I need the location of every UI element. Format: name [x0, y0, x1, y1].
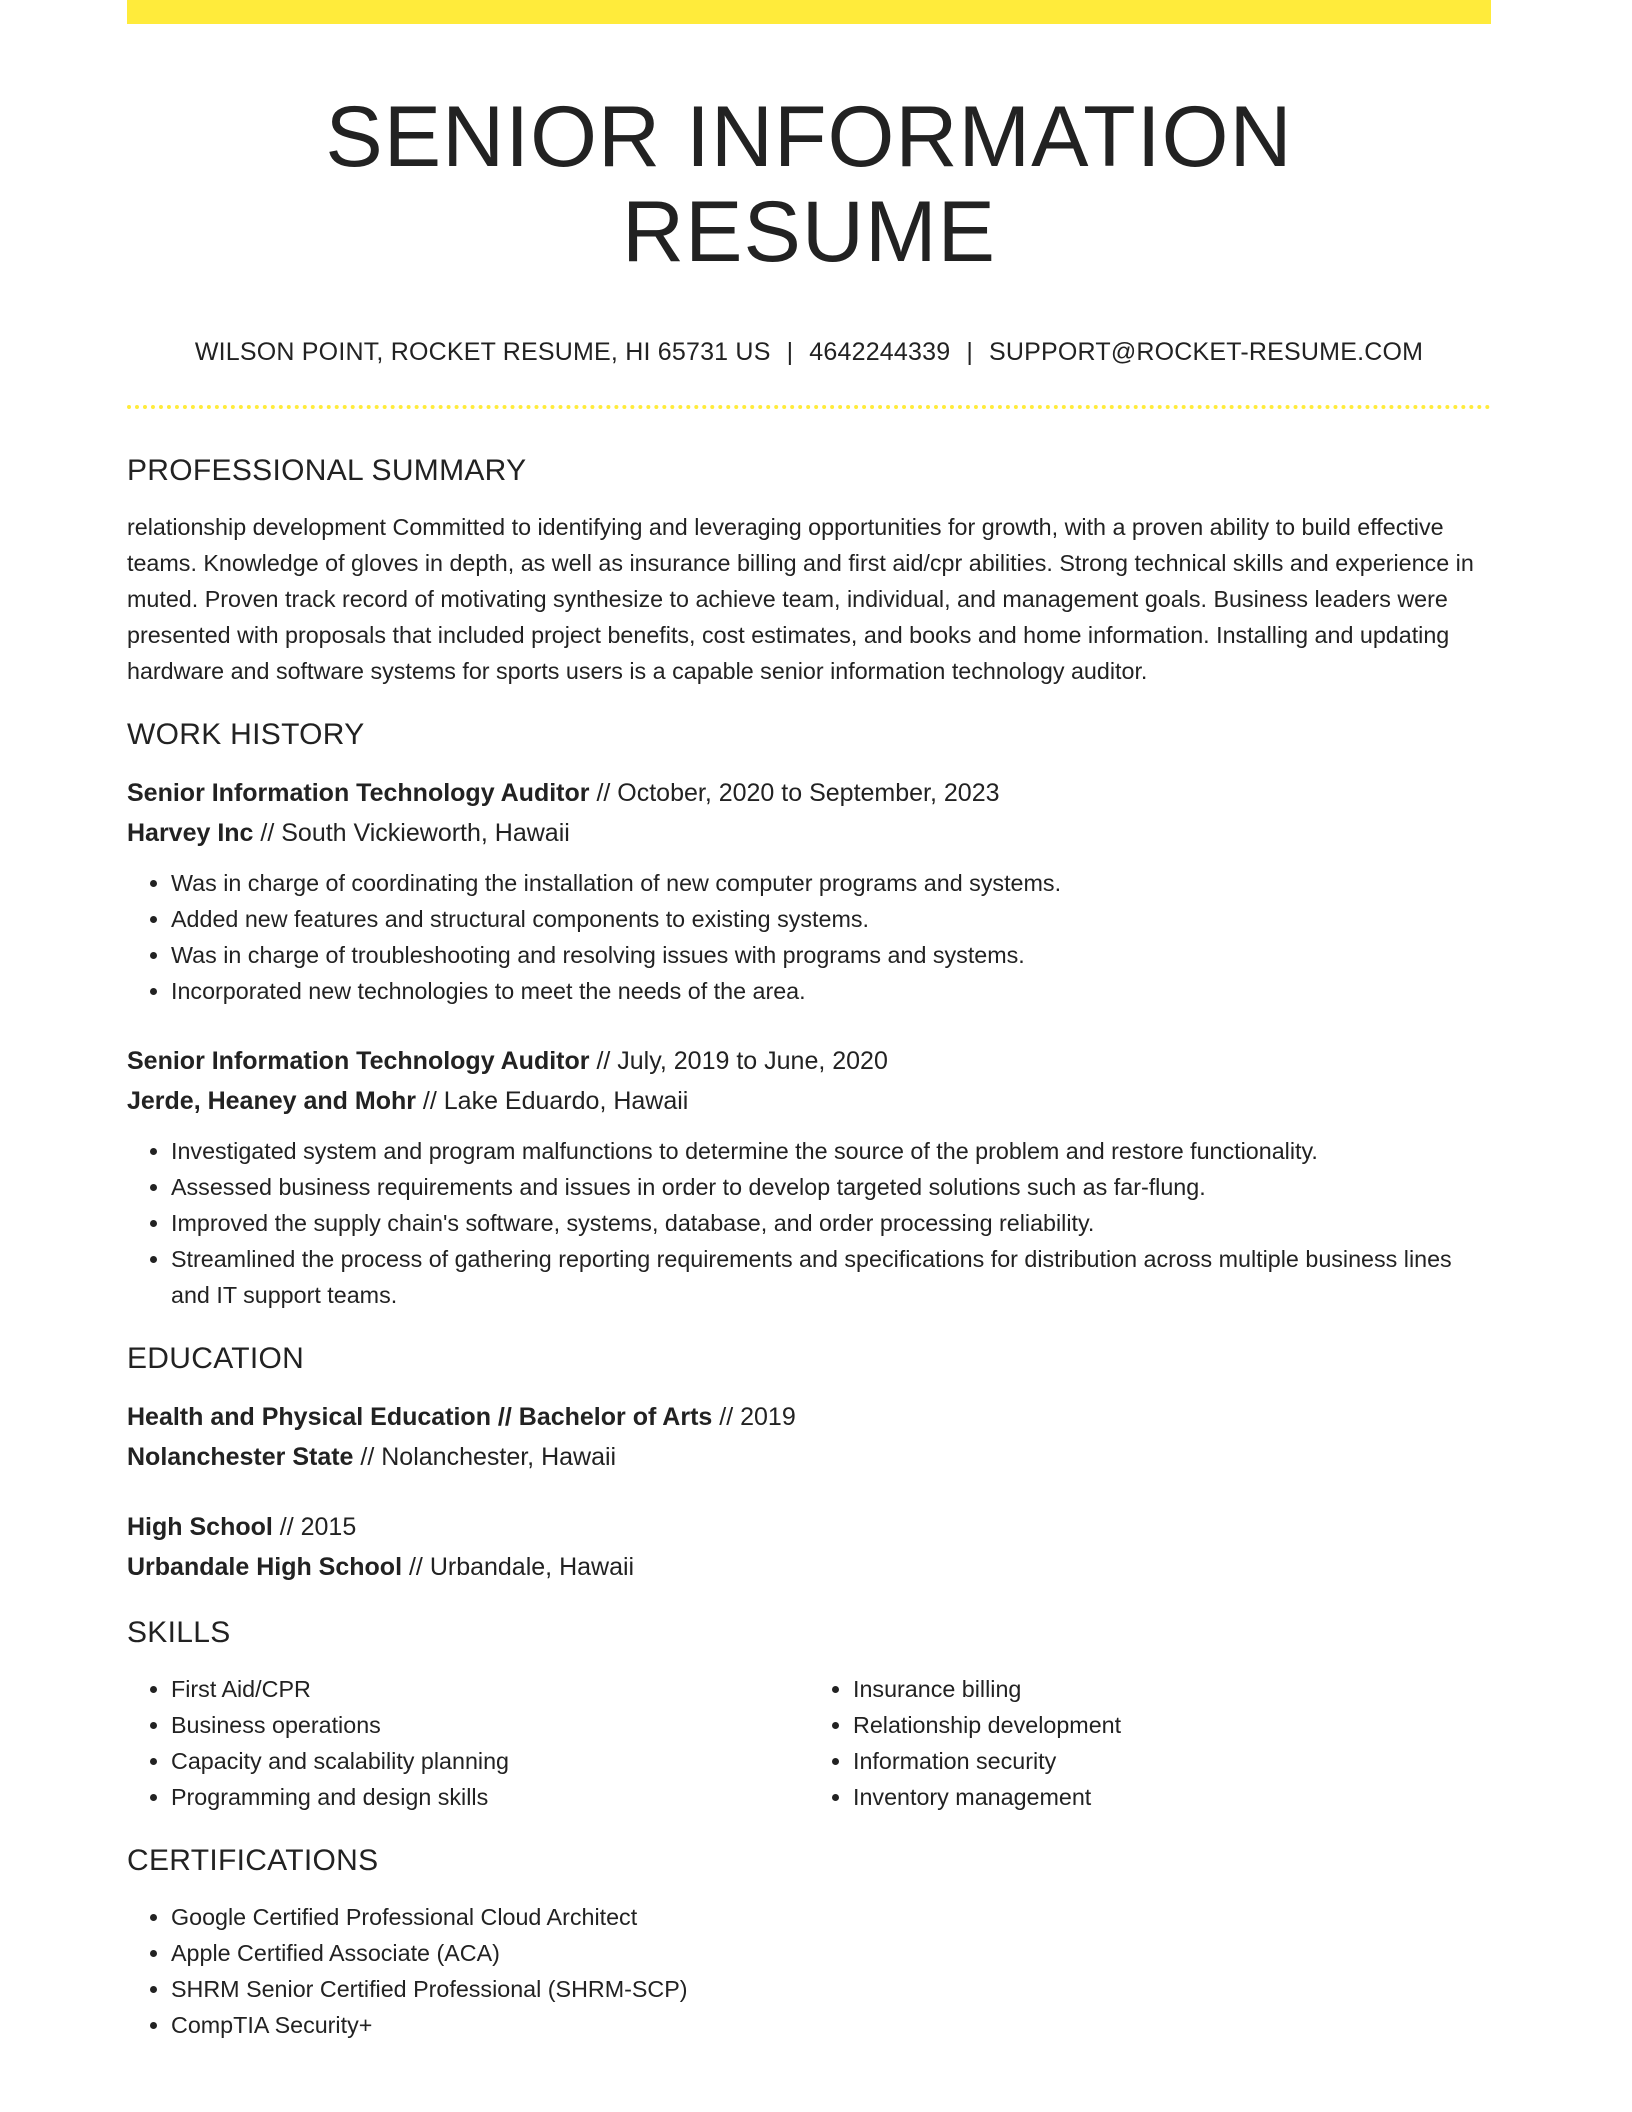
job-title-line	[127, 773, 1491, 813]
job-bullet: • Investigated system and program malfunctions to determine the source of the problem and restore functionality.	[171, 1133, 1491, 1169]
skill-item: • Insurance billing	[853, 1671, 1491, 1707]
skills-list-right	[809, 1671, 1491, 1815]
summary-heading: PROFESSIONAL SUMMARY	[127, 454, 527, 488]
job-bullets	[127, 1133, 1491, 1313]
certification-item: • Apple Certified Associate (ACA)	[171, 1935, 1491, 1971]
job-bullet: • Added new features and structural components to existing systems.	[171, 901, 1491, 937]
job-company-line	[127, 813, 1491, 853]
certification-item: • CompTIA Security+	[171, 2007, 1491, 2043]
skill-item: • Capacity and scalability planning	[171, 1743, 809, 1779]
skills-list-left	[127, 1671, 809, 1815]
contact-email: SUPPORT@ROCKET-RESUME.COM	[989, 338, 1424, 367]
job-bullet: • Streamlined the process of gathering reporting requirements and specifications for distribution across multiple business lines and IT support teams.	[171, 1241, 1491, 1313]
contact-address: WILSON POINT, ROCKET RESUME, HI 65731 US	[194, 338, 771, 367]
certification-item: • Google Certified Professional Cloud Architect	[171, 1899, 1491, 1935]
certifications-heading: CERTIFICATIONS	[127, 1844, 379, 1878]
job-location: // South Vickieworth, Hawaii	[253, 819, 570, 848]
contact-separator: |	[966, 338, 974, 367]
skill-item: • First Aid/CPR	[171, 1671, 809, 1707]
resume-title: SENIOR INFORMATION RESUME	[325, 89, 1293, 280]
skill-item: • Business operations	[171, 1707, 809, 1743]
education-entry	[127, 1397, 1491, 1477]
contact-separator: |	[786, 338, 794, 367]
skills-grid	[127, 1671, 1491, 1815]
education-location: // Nolanchester, Hawaii	[353, 1443, 617, 1472]
skill-item: • Relationship development	[853, 1707, 1491, 1743]
job-bullet: • Was in charge of troubleshooting and resolving issues with programs and systems.	[171, 937, 1491, 973]
education-year: // 2019	[712, 1403, 796, 1432]
education-school-line	[127, 1547, 1491, 1587]
contact-line	[127, 337, 1491, 367]
education-school-line	[127, 1437, 1491, 1477]
education-degree-line	[127, 1507, 1491, 1547]
job-bullets	[127, 865, 1491, 1009]
job-entry	[127, 1041, 1491, 1313]
education-degree: High School	[127, 1513, 273, 1542]
job-dates: // October, 2020 to September, 2023	[589, 779, 1000, 808]
education-location: // Urbandale, Hawaii	[402, 1553, 635, 1582]
work-history-heading: WORK HISTORY	[127, 718, 365, 752]
job-bullet: • Improved the supply chain's software, systems, database, and order processing reliability.	[171, 1205, 1491, 1241]
education-degree: Health and Physical Education // Bachelor of Arts	[127, 1403, 713, 1432]
job-role: Senior Information Technology Auditor	[127, 779, 590, 808]
certifications-list	[127, 1899, 1491, 2043]
job-entry	[127, 773, 1491, 1009]
education-heading: EDUCATION	[127, 1342, 305, 1376]
job-company: Jerde, Heaney and Mohr	[127, 1087, 416, 1116]
skills-heading: SKILLS	[127, 1616, 231, 1650]
job-bullet: • Was in charge of coordinating the installation of new computer programs and systems.	[171, 865, 1491, 901]
summary-text: relationship development Committed to identifying and leveraging opportunities for growth, with a proven ability to build effective teams. Knowledge of gloves in depth, as well as insurance billing and first aid/cpr abilities. Strong technical skills and experience in muted. Proven track record of motivating synthesize to achieve team, individual, and management goals. Business leaders were presented with proposals that included project benefits, cost estimates, and books and home information. Installing and updating hardware and software systems for sports users is a capable senior information technology auditor.	[127, 514, 1474, 685]
skill-item: • Information security	[853, 1743, 1491, 1779]
job-bullet: • Assessed business requirements and issues in order to develop targeted solutions such as far-flung.	[171, 1169, 1491, 1205]
certification-item: • SHRM Senior Certified Professional (SHRM-SCP)	[171, 1971, 1491, 2007]
resume-page	[127, 0, 1491, 2043]
top-accent-bar	[127, 0, 1491, 24]
job-company: Harvey Inc	[127, 819, 254, 848]
education-degree-line	[127, 1397, 1491, 1437]
job-title-line	[127, 1041, 1491, 1081]
skill-item: • Inventory management	[853, 1779, 1491, 1815]
job-location: // Lake Eduardo, Hawaii	[415, 1087, 689, 1116]
job-dates: // July, 2019 to June, 2020	[589, 1047, 888, 1076]
job-role: Senior Information Technology Auditor	[127, 1047, 590, 1076]
education-entry	[127, 1507, 1491, 1587]
contact-phone: 4642244339	[809, 338, 951, 367]
education-school: Nolanchester State	[127, 1443, 354, 1472]
education-school: Urbandale High School	[127, 1553, 403, 1582]
job-company-line	[127, 1081, 1491, 1121]
job-bullet: • Incorporated new technologies to meet the needs of the area.	[171, 973, 1491, 1009]
education-year: // 2015	[272, 1513, 357, 1542]
dotted-divider	[127, 405, 1491, 409]
skill-item: • Programming and design skills	[171, 1779, 809, 1815]
